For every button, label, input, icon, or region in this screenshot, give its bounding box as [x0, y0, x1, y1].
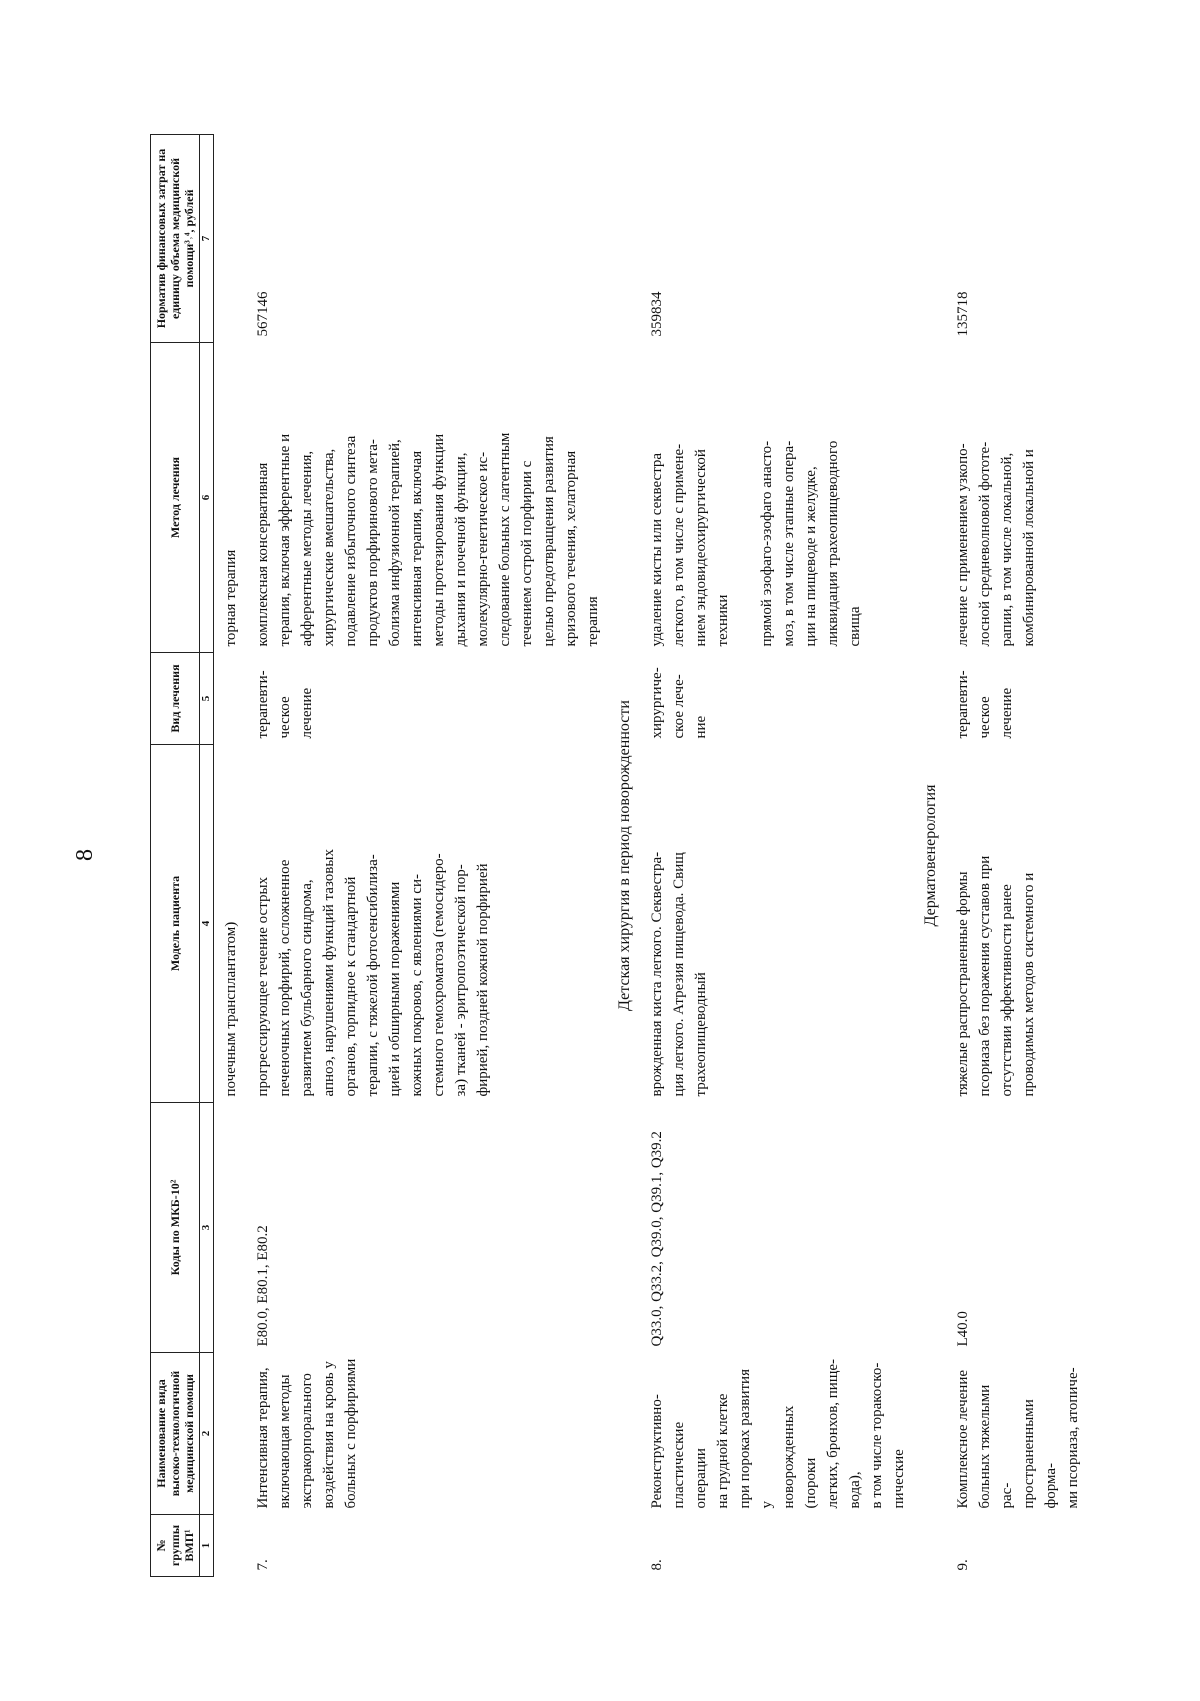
- patient-model: прогрессирующее течение острых печеночных порфирий, осложненное развитием бульбарного синдрома, апноэ, нарушениями функций тазовых органов, торпидное к стандартной терапии, с тяжелой фотосенсибилиза- цией и обширными поражениями кожных покровов, с явлениями си- стемного гемохроматоза (гемосидеро- за) тканей - эритропоэтической пор- фирией, поздней кожной порфирией: [255, 849, 491, 1097]
- header-vmp-name: Наименование вида высоко-технологичной медицинской помощи: [151, 1353, 200, 1515]
- cost-norm: 567146: [255, 291, 271, 337]
- vmp-table: [150, 134, 1088, 1577]
- column-number: 5: [200, 653, 214, 745]
- vmp-name: Комплексное лечение больных тяжелыми рас- пространенными форма- ми псориаза, атопиче-: [955, 1367, 1081, 1509]
- treatment-method-b: прямой эзофаго-эзофаго анасто- моз, в том числе этапные опера- ции на пищеводе и желудке, ликвидация трахеопищеводного свища: [759, 440, 863, 647]
- group-number: 7.: [255, 1559, 271, 1571]
- treatment-method: комплексная консервативная терапия, включая эфферентные и афферентные методы лечения, хирургические вмешательства, подавление избыточного синтеза продуктов порфиринового мета- болизма инфузионной терапией, интенсивная терапия, включая методы протезирования функции дыхания и почечной функции, молекулярно-генетическое ис- следование больных с латентным течением острой порфирии с целью предотвращения развития кризового течения, хелаторная терапия: [255, 432, 601, 647]
- column-number: 7: [200, 135, 214, 343]
- cost-norm: 135718: [955, 291, 971, 337]
- section-heading-row: [914, 135, 946, 1577]
- section-heading-pediatric-surgery: Детская хирургия в период новорожденности: [616, 700, 633, 1011]
- vmp-name: Реконструктивно- пластические операции на грудной клетке при пороках развития у новорожденных (пороки легких, бронхов, пище- вода), в том числе торакоско- пические: [649, 1358, 907, 1509]
- patient-model: врожденная киста легкого. Секвестра- ция легкого. Атрезия пищевода. Свищ трахеопищеводный: [649, 851, 709, 1097]
- continuation-method: торная терапия: [223, 549, 239, 647]
- column-number: 3: [200, 1103, 214, 1353]
- cost-norm: 359834: [649, 291, 665, 337]
- treatment-method-cell: [640, 343, 914, 653]
- icd-codes: E80.0, E80.1, E80.2: [255, 1225, 271, 1347]
- group-number: 9.: [955, 1559, 971, 1571]
- header-treatment-type: Вид лечения: [151, 653, 200, 745]
- page-number: 8: [72, 849, 98, 861]
- table-row-7: [246, 135, 608, 1577]
- header-row: [151, 135, 200, 1577]
- icd-codes: Q33.0, Q33.2, Q39.0, Q39.1, Q39.2: [649, 1131, 665, 1347]
- treatment-method-a: удаление кисты или секвестра легкого, в том числе с примене- нием эндовидеохирургической техники: [649, 443, 731, 647]
- section-heading-row: [608, 135, 640, 1577]
- treatment-method: лечение с применением узкопо- лосной средневолновой фототе- рапии, в том числе локальной, комбинированной локальной и: [955, 441, 1037, 647]
- header-treatment-method: Метод лечения: [151, 343, 200, 653]
- icd-codes: L40.0: [955, 1311, 971, 1347]
- column-number: 6: [200, 343, 214, 653]
- column-number: 2: [200, 1353, 214, 1515]
- patient-model: тяжелые распространенные формы псориаза без поражения суставов при отсутствии эффективности ранее проводимых методов системного и: [955, 855, 1037, 1097]
- header-group-number: № группы ВМП¹: [151, 1515, 200, 1577]
- column-number: 4: [200, 745, 214, 1103]
- section-heading-dermatovenereology: Дерматовенерология: [922, 784, 939, 927]
- continuation-row: [214, 135, 247, 1577]
- header-patient-model: Модель пациента: [151, 745, 200, 1103]
- group-number: 8.: [649, 1559, 665, 1571]
- treatment-type: хирургиче- ское лече- ние: [649, 667, 709, 739]
- header-icd-codes: Коды по МКБ-10²: [151, 1103, 200, 1353]
- header-cost-norm: Норматив финансовых затрат на единицу объема медицинской помощи³˒⁴, рублей: [151, 135, 200, 343]
- treatment-type: терапевти- ческое лечение: [255, 670, 315, 739]
- treatment-type: терапевти- ческое лечение: [955, 670, 1015, 739]
- continuation-model: почечным трансплантатом): [223, 921, 239, 1097]
- table-row-9: [946, 135, 1088, 1577]
- table-row-8: [640, 135, 914, 1577]
- column-number-row: [200, 135, 214, 1577]
- vmp-name: Интенсивная терапия, включающая методы экстракорпорального воздействия на кровь у больных с порфириями: [255, 1358, 359, 1509]
- column-number: 1: [200, 1515, 214, 1577]
